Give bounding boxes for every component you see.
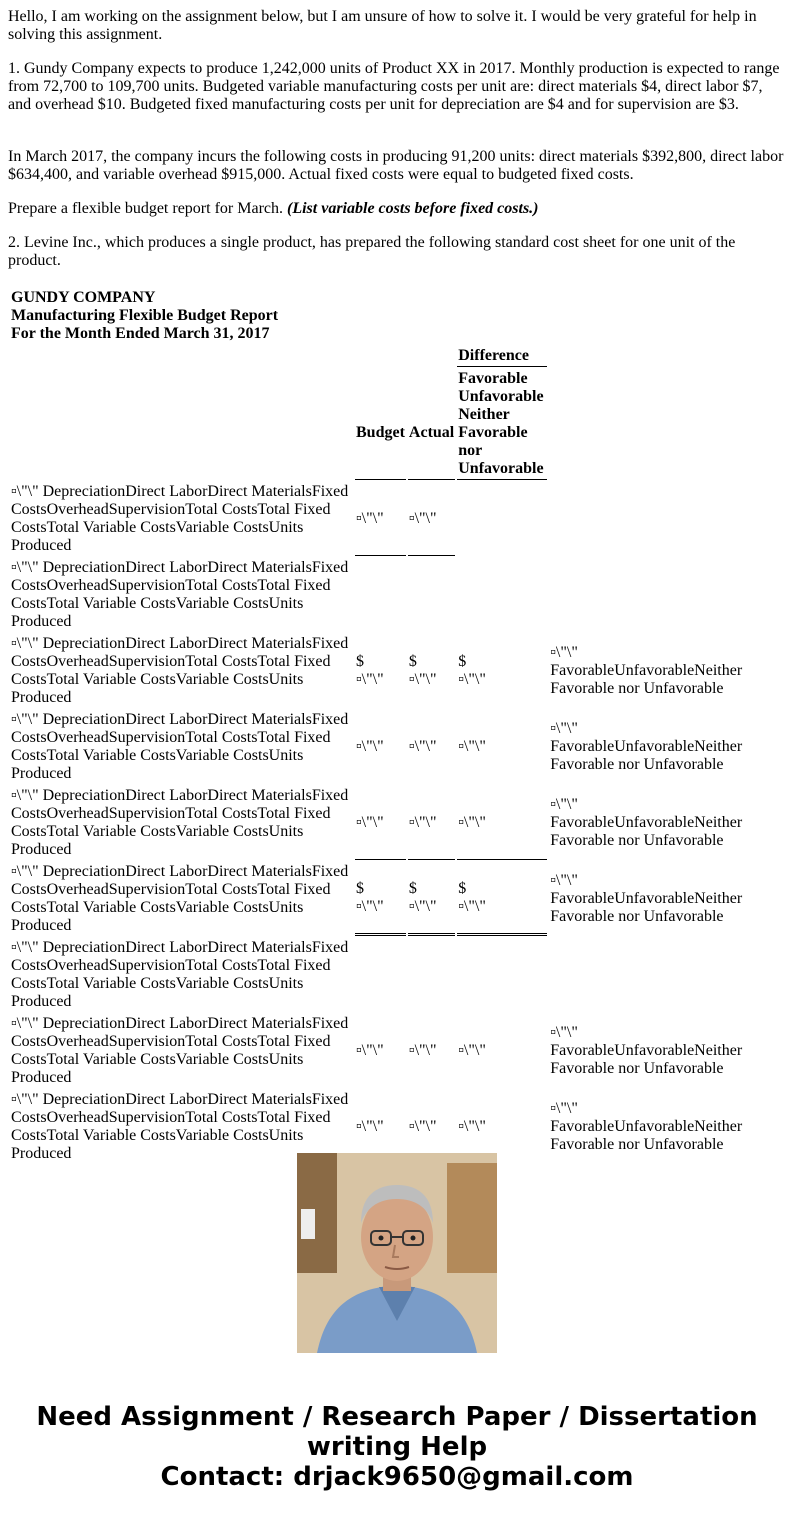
- row-dropdown[interactable]: ▫\"\" DepreciationDirect LaborDirect MaterialsFixed CostsOverheadSupervisionTotal CostsTotal Fixed CostsTotal Variable CostsVariable CostsUnits Produced: [11, 711, 349, 782]
- actual-input[interactable]: ▫\"\": [408, 1118, 437, 1135]
- actual-header: Actual: [408, 369, 455, 480]
- broken-image-icon: ▫: [458, 1118, 464, 1135]
- broken-image-icon: ▫: [458, 738, 464, 755]
- row-dropdown[interactable]: ▫\"\" DepreciationDirect LaborDirect MaterialsFixed CostsOverheadSupervisionTotal CostsTotal Fixed CostsTotal Variable CostsVariable CostsUnits Produced: [11, 863, 349, 934]
- broken-image-icon: ▫: [550, 644, 556, 661]
- favorable-dropdown[interactable]: ▫\"\" FavorableUnfavorableNeither Favorable nor Unfavorable: [550, 720, 743, 773]
- table-row: [10, 482, 782, 556]
- row-dropdown[interactable]: ▫\"\" DepreciationDirect LaborDirect MaterialsFixed CostsOverheadSupervisionTotal CostsTotal Fixed CostsTotal Variable CostsVariable CostsUnits Produced: [11, 635, 349, 706]
- ad-line-2: writing Help: [306, 1432, 488, 1462]
- report-table: [8, 286, 784, 1166]
- broken-image-icon: ▫: [11, 863, 17, 880]
- row-dropdown[interactable]: ▫\"\" DepreciationDirect LaborDirect MaterialsFixed CostsOverheadSupervisionTotal CostsTotal Fixed CostsTotal Variable CostsVariable CostsUnits Produced: [11, 787, 349, 858]
- actual-input[interactable]: ▫\"\": [408, 1042, 437, 1059]
- question-post: [8, 8, 786, 1162]
- instruction-emphasis: (List variable costs before fixed costs.): [287, 200, 539, 217]
- broken-image-icon: ▫: [458, 813, 464, 831]
- budget-input[interactable]: ▫\"\": [356, 1118, 384, 1135]
- broken-image-icon: ▫: [11, 939, 17, 956]
- broken-image-icon: ▫: [550, 720, 556, 737]
- budget-input[interactable]: ▫\"\": [355, 482, 406, 556]
- broken-image-icon: ▫: [408, 1118, 415, 1135]
- broken-image-icon: ▫: [408, 813, 415, 831]
- question-2-paragraph: 2. Levine Inc., which produces a single product, has prepared the following standard cost sheet for one unit of the product.: [8, 234, 736, 269]
- row-dropdown[interactable]: ▫\"\" DepreciationDirect LaborDirect MaterialsFixed CostsOverheadSupervisionTotal CostsTotal Fixed CostsTotal Variable CostsVariable CostsUnits Produced: [11, 1015, 349, 1086]
- actual-input[interactable]: $ ▫\"\": [408, 653, 437, 688]
- actual-input[interactable]: ▫\"\": [408, 482, 455, 556]
- broken-image-icon: ▫: [356, 813, 362, 831]
- broken-image-icon: ▫: [408, 897, 415, 915]
- difference-input[interactable]: ▫\"\": [458, 1118, 486, 1135]
- ad-contact: Contact: drjack9650@gmail.com: [160, 1462, 634, 1492]
- broken-image-icon: ▫: [11, 1091, 17, 1108]
- broken-image-icon: ▫: [356, 1042, 362, 1059]
- broken-image-icon: ▫: [458, 671, 464, 688]
- broken-image-icon: ▫: [11, 787, 17, 804]
- budget-input[interactable]: $ ▫\"\": [356, 653, 384, 688]
- broken-image-icon: ▫: [356, 897, 362, 915]
- favorable-dropdown[interactable]: ▫\"\" FavorableUnfavorableNeither Favorable nor Unfavorable: [550, 644, 743, 697]
- broken-image-icon: ▫: [408, 1042, 415, 1059]
- broken-image-icon: ▫: [11, 559, 17, 576]
- question-1-costs-paragraph: In March 2017, the company incurs the following costs in producing 91,200 units: direct materials $392,800, direct labor $634,400, and variable overhead $915,000. Actual fixed costs were equal to budgeted fixed costs.: [8, 148, 784, 183]
- difference-header: Difference: [457, 346, 547, 367]
- question-1-paragraph: 1. Gundy Company expects to produce 1,242,000 units of Product XX in 2017. Monthly production is expected to range from 72,700 to 109,700 units. Budgeted variable manufacturing costs per unit are: direct materials $4, direct labor $7, and overhead $10. Budgeted fixed manufacturing costs per unit for depreciation are $4 and for supervision are $3.: [8, 60, 780, 113]
- report-heading: [10, 288, 353, 344]
- flexible-budget-report: [8, 286, 786, 1162]
- budget-input[interactable]: ▫\"\": [356, 738, 384, 755]
- tutor-avatar: [297, 1153, 497, 1353]
- broken-image-icon: ▫: [458, 1042, 464, 1059]
- broken-image-icon: ▫: [356, 509, 362, 527]
- broken-image-icon: ▫: [11, 483, 17, 500]
- table-row: [10, 938, 782, 1012]
- table-row: [10, 862, 782, 936]
- broken-image-icon: ▫: [408, 738, 415, 755]
- broken-image-icon: ▫: [550, 872, 556, 889]
- budget-header: Budget: [355, 369, 406, 480]
- difference-input[interactable]: $ ▫\"\": [457, 862, 547, 936]
- broken-image-icon: ▫: [550, 1024, 556, 1041]
- actual-input[interactable]: ▫\"\": [408, 738, 437, 755]
- difference-input[interactable]: ▫\"\": [458, 1042, 486, 1059]
- budget-input[interactable]: ▫\"\": [355, 786, 406, 860]
- budget-input[interactable]: ▫\"\": [356, 1042, 384, 1059]
- favorable-dropdown[interactable]: ▫\"\" FavorableUnfavorableNeither Favorable nor Unfavorable: [550, 1100, 743, 1153]
- broken-image-icon: ▫: [408, 509, 415, 527]
- broken-image-icon: ▫: [408, 671, 415, 688]
- question-1-instruction: Prepare a flexible budget report for March. (List variable costs before fixed costs.): [8, 200, 539, 217]
- difference-input[interactable]: ▫\"\": [457, 786, 547, 860]
- difference-options-header: Favorable Unfavorable Neither Favorable nor Unfavorable: [457, 369, 547, 480]
- favorable-dropdown[interactable]: ▫\"\" FavorableUnfavorableNeither Favorable nor Unfavorable: [550, 1024, 743, 1077]
- budget-input[interactable]: $ ▫\"\": [355, 862, 406, 936]
- table-row: [10, 634, 782, 708]
- table-row: [10, 710, 782, 784]
- difference-input[interactable]: $ ▫\"\": [458, 653, 486, 688]
- tutor-portrait-image: [297, 1153, 497, 1353]
- broken-image-icon: ▫: [11, 711, 17, 728]
- broken-image-icon: ▫: [11, 635, 17, 652]
- report-title: Manufacturing Flexible Budget Report: [11, 307, 279, 324]
- broken-image-icon: ▫: [11, 1015, 17, 1032]
- broken-image-icon: ▫: [550, 796, 556, 813]
- row-dropdown[interactable]: ▫\"\" DepreciationDirect LaborDirect MaterialsFixed CostsOverheadSupervisionTotal CostsTotal Fixed CostsTotal Variable CostsVariable CostsUnits Produced: [11, 483, 349, 554]
- table-row: [10, 786, 782, 860]
- broken-image-icon: ▫: [356, 1118, 362, 1135]
- ad-line-1: Need Assignment / Research Paper / Dissertation: [36, 1402, 758, 1432]
- favorable-dropdown[interactable]: ▫\"\" FavorableUnfavorableNeither Favorable nor Unfavorable: [550, 872, 743, 925]
- intro-paragraph: Hello, I am working on the assignment below, but I am unsure of how to solve it. I would be very grateful for help in solving this assignment.: [8, 8, 757, 43]
- table-row: [10, 1014, 782, 1088]
- broken-image-icon: ▫: [356, 671, 362, 688]
- row-dropdown[interactable]: ▫\"\" DepreciationDirect LaborDirect MaterialsFixed CostsOverheadSupervisionTotal CostsTotal Fixed CostsTotal Variable CostsVariable CostsUnits Produced: [11, 1091, 349, 1162]
- actual-input[interactable]: ▫\"\": [408, 786, 455, 860]
- broken-image-icon: ▫: [550, 1100, 556, 1117]
- row-dropdown[interactable]: ▫\"\" DepreciationDirect LaborDirect MaterialsFixed CostsOverheadSupervisionTotal CostsTotal Fixed CostsTotal Variable CostsVariable CostsUnits Produced: [11, 559, 349, 630]
- difference-input[interactable]: ▫\"\": [458, 738, 486, 755]
- actual-input[interactable]: $ ▫\"\": [408, 862, 455, 936]
- company-name: GUNDY COMPANY: [11, 289, 156, 306]
- help-advertisement: [0, 1402, 794, 1492]
- table-row: [10, 558, 782, 632]
- report-period: For the Month Ended March 31, 2017: [11, 325, 270, 342]
- row-dropdown[interactable]: ▫\"\" DepreciationDirect LaborDirect MaterialsFixed CostsOverheadSupervisionTotal CostsTotal Fixed CostsTotal Variable CostsVariable CostsUnits Produced: [11, 939, 349, 1010]
- broken-image-icon: ▫: [458, 897, 464, 915]
- broken-image-icon: ▫: [356, 738, 362, 755]
- favorable-dropdown[interactable]: ▫\"\" FavorableUnfavorableNeither Favorable nor Unfavorable: [550, 796, 743, 849]
